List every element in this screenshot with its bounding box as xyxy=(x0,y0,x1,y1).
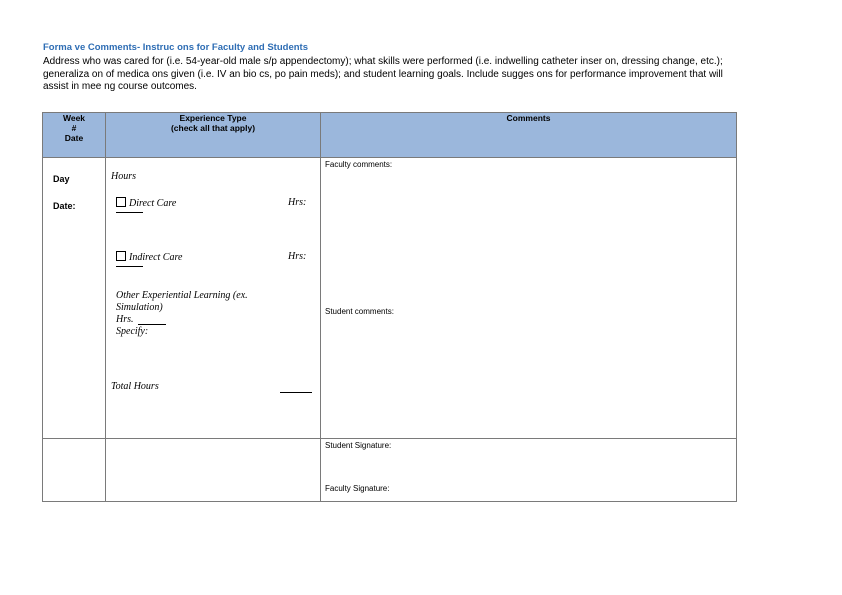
signature-row xyxy=(43,439,737,502)
indirect-care-hrs-label: Hrs: xyxy=(288,251,307,262)
indirect-care-row xyxy=(116,251,182,263)
student-comments-label: Student comments: xyxy=(325,307,394,316)
table-header-row xyxy=(43,113,737,158)
signature-experience-cell xyxy=(106,439,321,502)
direct-care-checkbox[interactable] xyxy=(116,197,126,207)
header-comments: Comments xyxy=(321,113,737,158)
direct-care-hrs-label: Hrs: xyxy=(288,197,307,208)
other-hrs-label: Hrs. xyxy=(116,314,134,325)
direct-care-label: Direct Care xyxy=(129,198,177,209)
header-week: Week xyxy=(62,113,86,123)
indirect-care-hrs-line[interactable] xyxy=(116,266,143,267)
indirect-care-checkbox[interactable] xyxy=(116,251,126,261)
header-experience-sub: (check all that apply) xyxy=(170,123,256,133)
header-date: Date xyxy=(64,133,84,143)
other-hrs-line[interactable] xyxy=(138,315,166,325)
faculty-comments-label: Faculty comments: xyxy=(325,160,393,169)
signature-cell[interactable] xyxy=(321,439,737,502)
page-title: Forma ve Comments- Instruc ons for Faculty and Students xyxy=(43,42,308,53)
date-label: Date: xyxy=(53,201,76,211)
header-number: # xyxy=(71,123,77,133)
comments-cell[interactable] xyxy=(321,158,737,439)
signature-week-cell xyxy=(43,439,106,502)
total-hours-label: Total Hours xyxy=(111,381,159,392)
week-cell[interactable] xyxy=(43,158,106,439)
hours-label: Hours xyxy=(111,171,137,182)
direct-care-hrs-line[interactable] xyxy=(116,212,143,213)
faculty-signature-label: Faculty Signature: xyxy=(325,484,390,493)
formative-comments-table xyxy=(42,112,737,502)
instructions-text: Address who was cared for (i.e. 54-year-old male s/p appendectomy); what skills were performed (i.e. indwelling catheter inser on, dressing change, etc.); generaliza on of medica ons given (i.e. IV an bio cs, po pain meds); and student learning goals. Include sugges ons for performance improvement that will assist in mee ng course outcomes. xyxy=(43,56,723,92)
other-learning-line1: Other Experiential Learning (ex. xyxy=(116,290,248,301)
experience-cell xyxy=(106,158,321,439)
header-experience-title: Experience Type xyxy=(179,113,247,123)
header-experience-type xyxy=(106,113,321,158)
specify-label: Specify: xyxy=(116,326,149,337)
direct-care-row xyxy=(116,197,176,209)
header-week-date xyxy=(43,113,106,158)
indirect-care-label: Indirect Care xyxy=(129,252,183,263)
total-hours-line[interactable] xyxy=(280,383,312,393)
other-learning-line2: Simulation) xyxy=(116,302,163,313)
student-signature-label: Student Signature: xyxy=(325,441,392,450)
day-label: Day xyxy=(53,174,70,184)
table-body-row xyxy=(43,158,737,439)
